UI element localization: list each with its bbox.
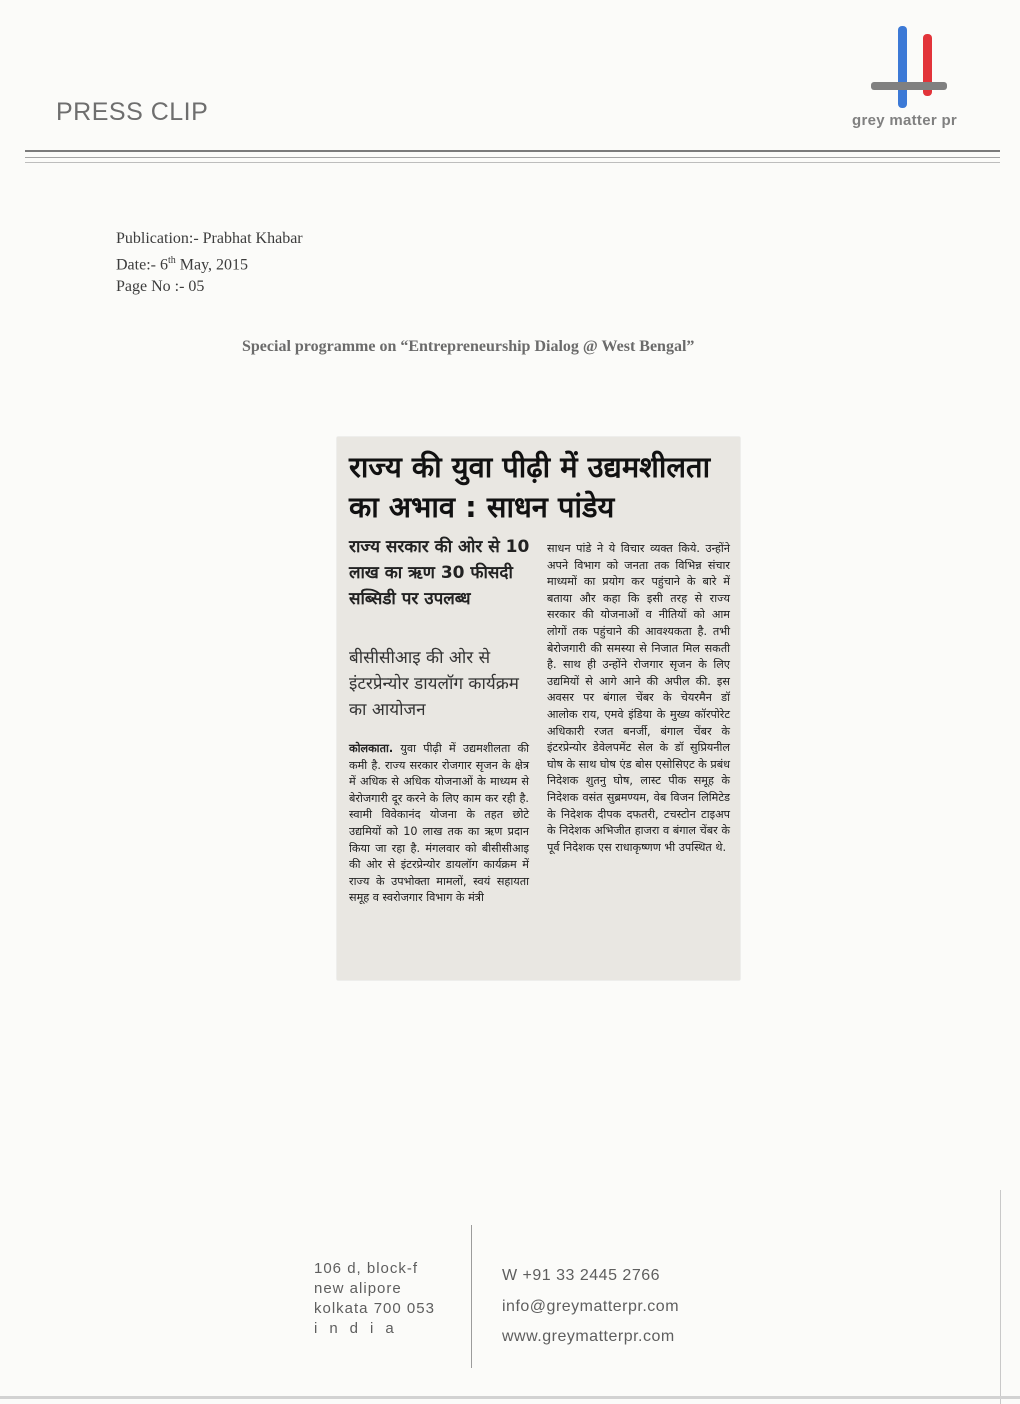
address-line-1: 106 d, block-f	[314, 1260, 419, 1277]
brand-name: grey matter pr	[852, 112, 958, 129]
footer-address	[314, 1259, 454, 1339]
date-suffix: May, 2015	[175, 256, 249, 274]
email-link[interactable]: info@greymatterpr.com	[502, 1297, 680, 1315]
logo-grey-bar	[871, 82, 947, 90]
article-column-left	[349, 741, 529, 907]
newspaper-clipping	[337, 437, 740, 980]
article-headline: राज्य की युवा पीढ़ी में उद्यमशीलता का अभाव : साधन पांडेय	[349, 450, 711, 524]
press-clip-title: PRESS CLIP	[56, 98, 209, 126]
page-bottom-edge	[0, 1396, 1020, 1399]
address-line-4: india	[314, 1320, 406, 1337]
website-link[interactable]: www.greymatterpr.com	[502, 1328, 675, 1345]
date-line	[116, 250, 303, 276]
page-number-line: Page No :- 05	[116, 278, 205, 296]
footer-contact	[502, 1261, 679, 1353]
date-prefix: Date:- 6	[116, 256, 168, 274]
header-divider-thinner	[25, 162, 1000, 163]
article-dateline: कोलकाता.	[349, 742, 394, 755]
article-column-right: साधन पांडे ने ये विचार व्यक्त किये. उन्होंने अपने विभाग को जनता तक विभिन्न संचार माध्यमों का प्रयोग कर पहुंचाने के बारे में बताया और कहा कि इसी तरह से राज्य सरकार की योजनाओं व नीतियों को आम लोगों तक पहुंचाने की आवश्यकता है. तभी बेरोजगारी की समस्या से निजात मिल सकती है. साथ ही उन्होंने रोजगार सृजन के लिए उद्यमियों से आगे आने की अपील की. इस अवसर पर बंगाल चेंबर के चेयरमैन डॉ आलोक राय, एमवे इंडिया के मुख्य कॉरपोरेट अधिकारी रजत बनर्जी, बंगाल चेंबर के इंटरप्रेन्योर डेवेलपमेंट सेल के डॉ सुप्रियनील घोष के साथ घोष एंड बोस एसोसिएट के प्रबंध निदेशक शुतनु घोष, लास्ट पीक समूह के निदेशक वसंत सुब्रमण्यम, वेब विजन लिमिटेड के निदेशक दीपक दफतरी, टचस्टोन टाइअप के निदेशक अभिजीत हाजरा व बंगाल चेंबर के पूर्व निदेशक एस राधाकृष्णण भी उपस्थित थे.	[547, 542, 730, 854]
page-edge-line	[1000, 1190, 1001, 1404]
programme-title: Special programme on “Entrepreneurship Dialog @ West Bengal”	[242, 338, 695, 355]
logo-blue-bar	[898, 26, 907, 108]
address-line-2: new alipore	[314, 1280, 402, 1297]
publication-line: Publication:- Prabhat Khabar	[116, 230, 303, 247]
date-ordinal: th	[167, 255, 176, 266]
phone-number: W +91 33 2445 2766	[502, 1267, 661, 1284]
header-divider-thin	[25, 157, 1000, 158]
address-line-3: kolkata 700 053	[314, 1300, 435, 1317]
publication-meta	[116, 228, 303, 298]
article-subheadline-2: बीसीसीआइ की ओर से इंटरप्रेन्योर डायलॉग कार्यक्रम का आयोजन	[349, 648, 519, 720]
article-subheadline-1: राज्य सरकार की ओर से 10 लाख का ऋण 30 फीसदी सब्सिडी पर उपलब्ध	[349, 537, 530, 609]
grey-matter-logo-icon	[868, 22, 950, 112]
article-body-left: युवा पीढ़ी में उद्यमशीलता की कमी है. राज्य सरकार रोजगार सृजन के क्षेत्र में अधिक से अधिक योजनाओं के माध्यम से बेरोजगारी दूर करने के लिए काम कर रही है. स्वामी विवेकानंद योजना के तहत छोटे उद्यमियों को 10 लाख तक का ऋण प्रदान किया जा रहा है. मंगलवार को बीसीसीआइ की ओर से इंटरप्रेन्योर डायलॉग कार्यक्रम में राज्य के उपभोक्ता मामलों, स्वयं सहायता समूह व स्वरोजगार विभाग के मंत्री	[349, 742, 529, 905]
header-divider	[25, 150, 1000, 152]
footer-divider	[471, 1225, 472, 1368]
